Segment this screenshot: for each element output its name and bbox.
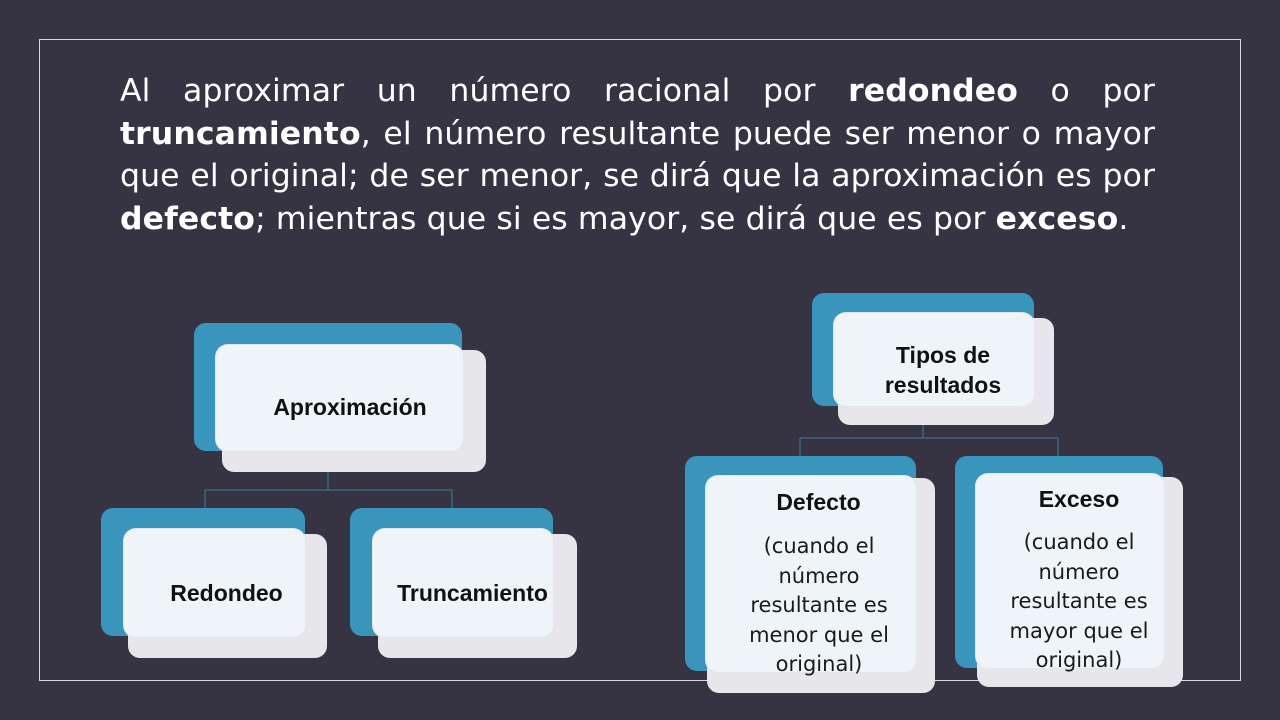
term-truncamiento: truncamiento [120, 115, 361, 152]
term-defecto: defecto [120, 200, 256, 237]
node-redondeo-label: Redondeo [170, 580, 283, 606]
node-tipos-resultados-label: Tipos de resultados [884, 342, 1002, 398]
para-text-4: ; mientras que si es mayor, se dirá que es por [255, 200, 996, 237]
node-aproximacion-label: Aproximación [273, 394, 427, 420]
node-defecto-desc: (cuando el número resultante es menor que el original) [749, 534, 889, 676]
para-text-5: . [1118, 200, 1129, 237]
para-text-1: Al aproximar un número racional por [120, 73, 849, 109]
para-text-2: o por [1017, 73, 1155, 109]
para-text-3: , el número resultante puede ser menor o mayor que el original; de ser menor, se dirá que la aproximación es por [120, 115, 1155, 194]
node-exceso-title: Exceso [1038, 486, 1120, 512]
node-truncamiento-label: Truncamiento [397, 580, 548, 606]
term-redondeo: redondeo [848, 73, 1018, 109]
node-defecto-title: Defecto [776, 489, 861, 515]
term-exceso: exceso [995, 200, 1119, 237]
node-exceso-desc: (cuando el número resultante es mayor que el original) [1009, 530, 1149, 672]
